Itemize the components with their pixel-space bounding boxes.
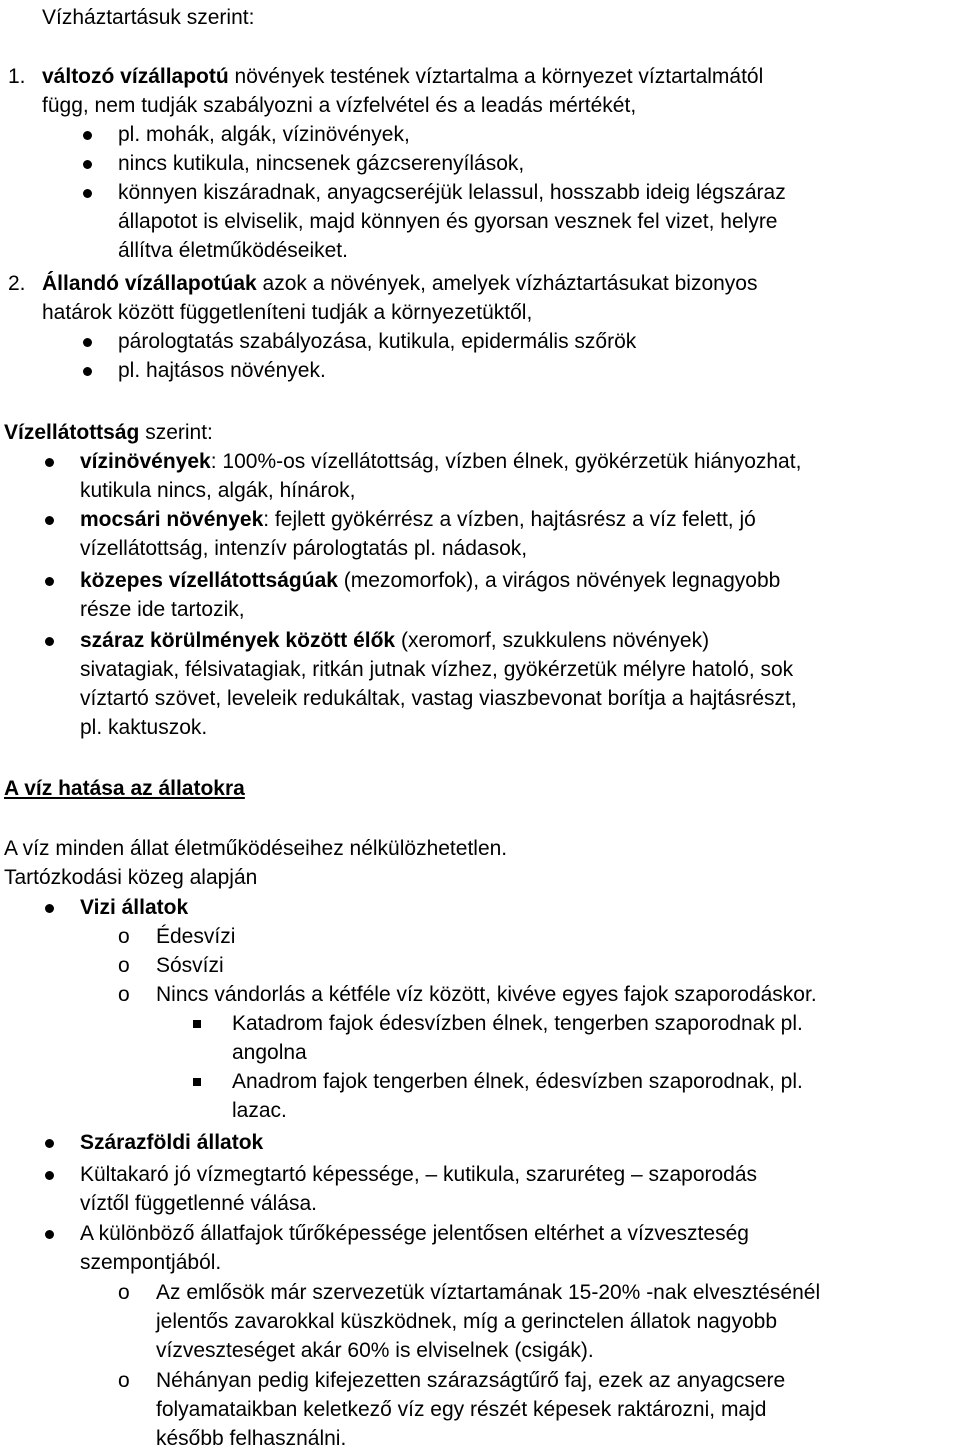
vizi-allatok — [80, 893, 188, 923]
b4-line4: pl. kaktuszok. — [80, 716, 208, 739]
bullet-icon — [45, 1139, 54, 1148]
emlosok-line2: jelentős zavarokkal küszködnek, míg a gerinctelen állatok nagyobb — [156, 1310, 778, 1333]
bullet-icon — [45, 458, 54, 467]
anadrom-line1: Anadrom fajok tengerben élnek, édesvízben szaporodnak, pl. — [232, 1070, 803, 1093]
b4-line1 — [80, 626, 709, 656]
b1-line2: kutikula nincs, algák, hínárok, — [80, 479, 356, 502]
list-number-1: 1. — [8, 65, 26, 88]
term-mocsari: mocsári növények — [80, 508, 264, 531]
square-bullet-icon — [193, 1020, 201, 1028]
item1-bullet-1: pl. mohák, algák, vízinövények, — [118, 123, 410, 146]
b2-line2: vízellátottság, intenzív párologtatás pl. nádasok, — [80, 537, 528, 560]
szaraz-label: Szárazföldi állatok — [80, 1131, 264, 1154]
sub-sosvizi: Sósvízi — [156, 954, 224, 977]
b3-text: (mezomorfok), a virágos növények legnagyobb — [337, 569, 781, 592]
item1-bullet-3-line2: állapotot is elviselik, majd könnyen és gyorsan vesznek fel vizet, helyre — [118, 210, 778, 233]
b2-text: : fejlett gyökérrész a vízben, hajtásrész a víz felett, jó — [263, 508, 756, 531]
item2-text: azok a növények, amelyek vízháztartásukat bizonyos — [256, 272, 758, 295]
item1-line2: függ, nem tudják szabályozni a vízfelvétel és a leadás mértékét, — [42, 94, 637, 117]
bullet-icon — [45, 637, 54, 646]
b4-line3: víztartó szövet, leveleik redukáltak, vastag viaszbevonat borítja a hajtásrészt, — [80, 687, 797, 710]
b1-text: : 100%-os vízellátottság, vízben élnek, gyökérzetük hiányozhat, — [210, 450, 802, 473]
kulonbozo-line2: szempontjából. — [80, 1251, 222, 1274]
bullet-icon — [83, 189, 92, 198]
item2-line1 — [42, 269, 757, 299]
nehanyan-line3: később felhasználni. — [156, 1427, 347, 1450]
o-marker: o — [118, 983, 130, 1006]
item1-bullet-2: nincs kutikula, nincsenek gázcserenyílások, — [118, 152, 525, 175]
o-marker: o — [118, 954, 130, 977]
term-vizinovenyek: vízinövények — [80, 450, 211, 473]
item2-bullet-1: párologtatás szabályozása, kutikula, epidermális szőrök — [118, 330, 637, 353]
item1-text: növények testének víztartalma a környezet víztartalmától — [228, 65, 764, 88]
kulonbozo-line1: A különböző állatfajok tűrőképessége jelentősen eltérhet a vízveszteség — [80, 1222, 749, 1245]
bullet-icon — [45, 904, 54, 913]
heading-vizellatottsag — [4, 418, 213, 448]
katadrom-line2: angolna — [232, 1041, 307, 1064]
item1-bullet-3-line3: állítva életműködéseiket. — [118, 239, 348, 262]
item2-bullet-2: pl. hajtásos növények. — [118, 359, 326, 382]
item1-bullet-3: könnyen kiszáradnak, anyagcseréjük lelassul, hosszabb ideig légszáraz — [118, 181, 786, 204]
o-marker: o — [118, 925, 130, 948]
term-szaraz: száraz körülmények között élők — [80, 629, 396, 652]
section-title-text: A víz hatása az állatokra — [4, 777, 245, 800]
intro-line-2: Tartózkodási közeg alapján — [4, 866, 258, 889]
bullet-icon — [83, 160, 92, 169]
b4-line2: sivatagiak, félsivatagiak, ritkán jutnak vízhez, gyökérzetük mélyre hatoló, sok — [80, 658, 794, 681]
term-valtozo: változó vízállapotú — [42, 65, 229, 88]
bullet-icon — [45, 516, 54, 525]
kultakaro-line2: víztől függetlenné válása. — [80, 1192, 317, 1215]
item1-line1 — [42, 62, 763, 92]
section-title-allatok — [4, 774, 245, 804]
emlosok-line1: Az emlősök már szervezetük víztartamának 15-20% -nak elvesztésénél — [156, 1281, 821, 1304]
b1-line1 — [80, 447, 801, 477]
sub-nincs-vandorlas: Nincs vándorlás a kétféle víz között, kivéve egyes fajok szaporodáskor. — [156, 983, 817, 1006]
bullet-icon — [45, 1171, 54, 1180]
heading-rest: szerint: — [139, 421, 213, 444]
term-allando: Állandó vízállapotúak — [42, 272, 257, 295]
o-marker: o — [118, 1369, 130, 1392]
b3-line1 — [80, 566, 780, 596]
bullet-icon — [83, 338, 92, 347]
sub-edesvizi: Édesvízi — [156, 925, 236, 948]
bullet-icon — [83, 367, 92, 376]
b2-line1 — [80, 505, 756, 535]
anadrom-line2: lazac. — [232, 1099, 287, 1122]
bullet-icon — [45, 1230, 54, 1239]
szarazfoldi-allatok — [80, 1128, 263, 1158]
square-bullet-icon — [193, 1078, 201, 1086]
katadrom-line1: Katadrom fajok édesvízben élnek, tengerben szaporodnak pl. — [232, 1012, 803, 1035]
bullet-icon — [83, 131, 92, 140]
bullet-icon — [45, 577, 54, 586]
emlosok-line3: vízveszteséget akár 60% is elviselnek (csigák). — [156, 1339, 594, 1362]
b3-line2: része ide tartozik, — [80, 598, 245, 621]
nehanyan-line2: folyamataikban keletkező víz egy részét képesek raktározni, majd — [156, 1398, 767, 1421]
term-kozepes: közepes vízellátottságúak — [80, 569, 338, 592]
intro-line-1: A víz minden állat életműködéseihez nélkülözhetetlen. — [4, 837, 508, 860]
heading-bold: Vízellátottság — [4, 421, 140, 444]
item2-line2: határok között függetleníteni tudják a környezetüktől, — [42, 301, 533, 324]
kultakaro-line1: Kültakaró jó vízmegtartó képessége, – kutikula, szaruréteg – szaporodás — [80, 1163, 758, 1186]
o-marker: o — [118, 1281, 130, 1304]
nehanyan-line1: Néhányan pedig kifejezetten szárazságtűrő faj, ezek az anyagcsere — [156, 1369, 786, 1392]
list-number-2: 2. — [8, 272, 26, 295]
b4-text: (xeromorf, szukkulens növények) — [395, 629, 710, 652]
vizi-label: Vizi állatok — [80, 896, 189, 919]
heading-vizhaztartas: Vízháztartásuk szerint: — [42, 6, 255, 29]
